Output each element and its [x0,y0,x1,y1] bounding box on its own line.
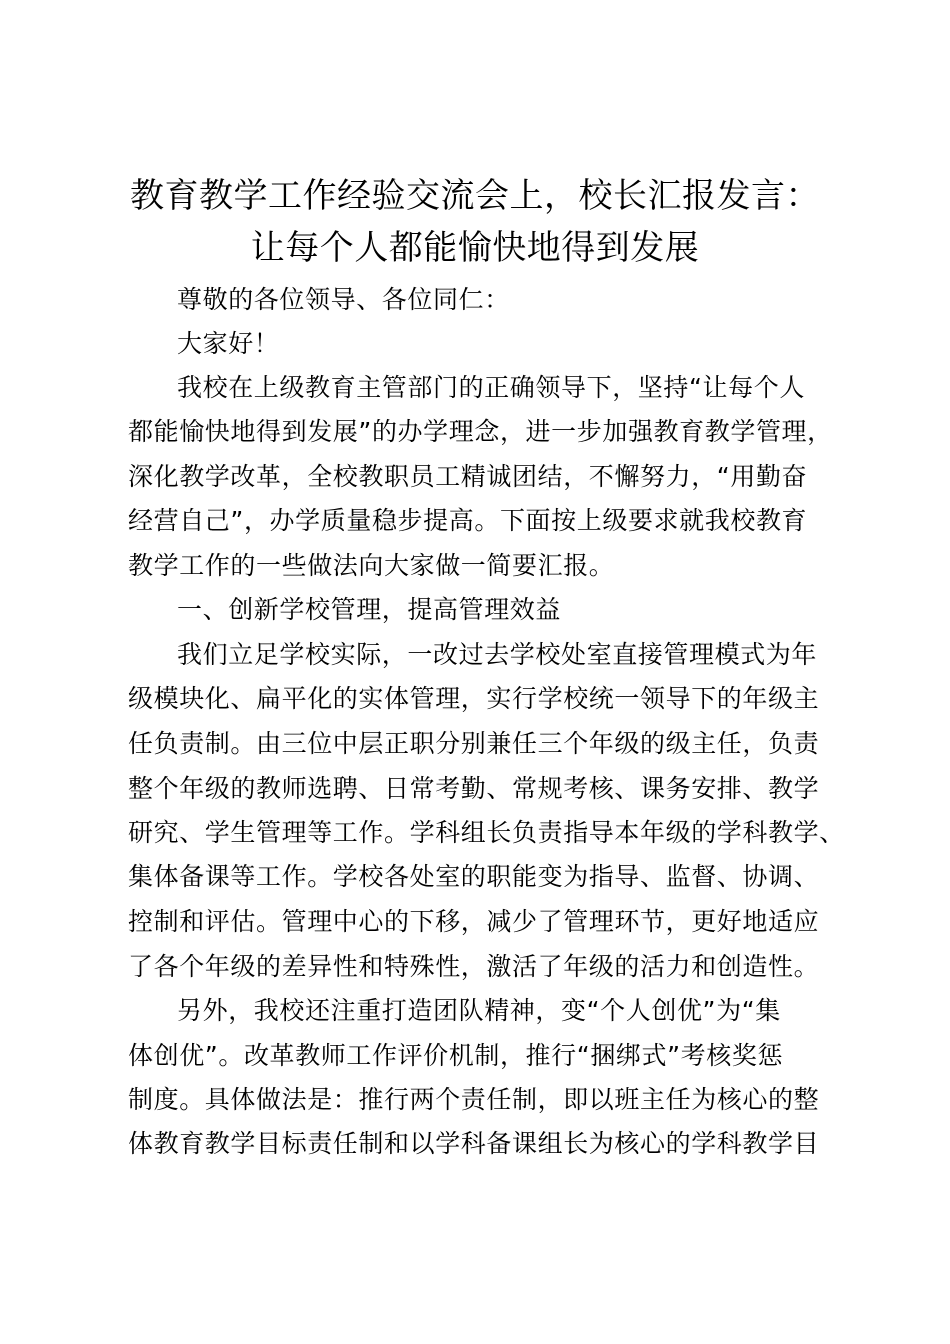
body-line: 级模块化、扁平化的实体管理，实行学校统一领导下的年级主 [128,684,820,713]
body-line: 经营自己”，办学质量稳步提高。下面按上级要求就我校教育 [128,506,808,535]
body-line: 集体备课等工作。学校各处室的职能变为指导、监督、协调、 [128,862,820,891]
body-line: 体创优”。改革教师工作评价机制，推行“捆绑式”考核奖惩 [128,1041,784,1070]
body-line: 体教育教学目标责任制和以学科备课组长为核心的学科教学目 [128,1129,820,1158]
salutation: 尊敬的各位领导、各位同仁： [177,285,510,314]
body-line: 都能愉快地得到发展”的办学理念，进一步加强教育教学管理， [128,417,833,446]
body-line: 我们立足学校实际，一改过去学校处室直接管理模式为年 [177,640,818,669]
body-line: 我校在上级教育主管部门的正确领导下，坚持“让每个人 [177,373,805,402]
document-title-line-1: 教育教学工作经验交流会上，校长汇报发言： [130,176,820,216]
body-line: 另外，我校还注重打造团队精神，变“个人创优”为“集 [177,996,781,1025]
body-line: 制度。具体做法是：推行两个责任制，即以班主任为核心的整 [128,1085,820,1114]
body-line: 研究、学生管理等工作。学科组长负责指导本年级的学科教学、 [128,818,845,847]
body-line: 了各个年级的差异性和特殊性，激活了年级的活力和创造性。 [128,952,820,981]
body-line: 任负责制。由三位中层正职分别兼任三个年级的级主任，负责 [128,729,820,758]
body-line: 整个年级的教师选聘、日常考勤、常规考核、课务安排、教学 [128,774,820,803]
section-heading: 一、创新学校管理，提高管理效益 [177,595,562,624]
body-line: 控制和评估。管理中心的下移，减少了管理环节，更好地适应 [128,907,820,936]
document-title-line-2: 让每个人都能愉快地得到发展 [250,228,700,268]
body-line: 教学工作的一些做法向大家做一简要汇报。 [128,551,615,580]
body-line: 深化教学改革，全校教职员工精诚团结，不懈努力，“用勤奋 [128,462,808,491]
greeting: 大家好！ [177,329,280,358]
